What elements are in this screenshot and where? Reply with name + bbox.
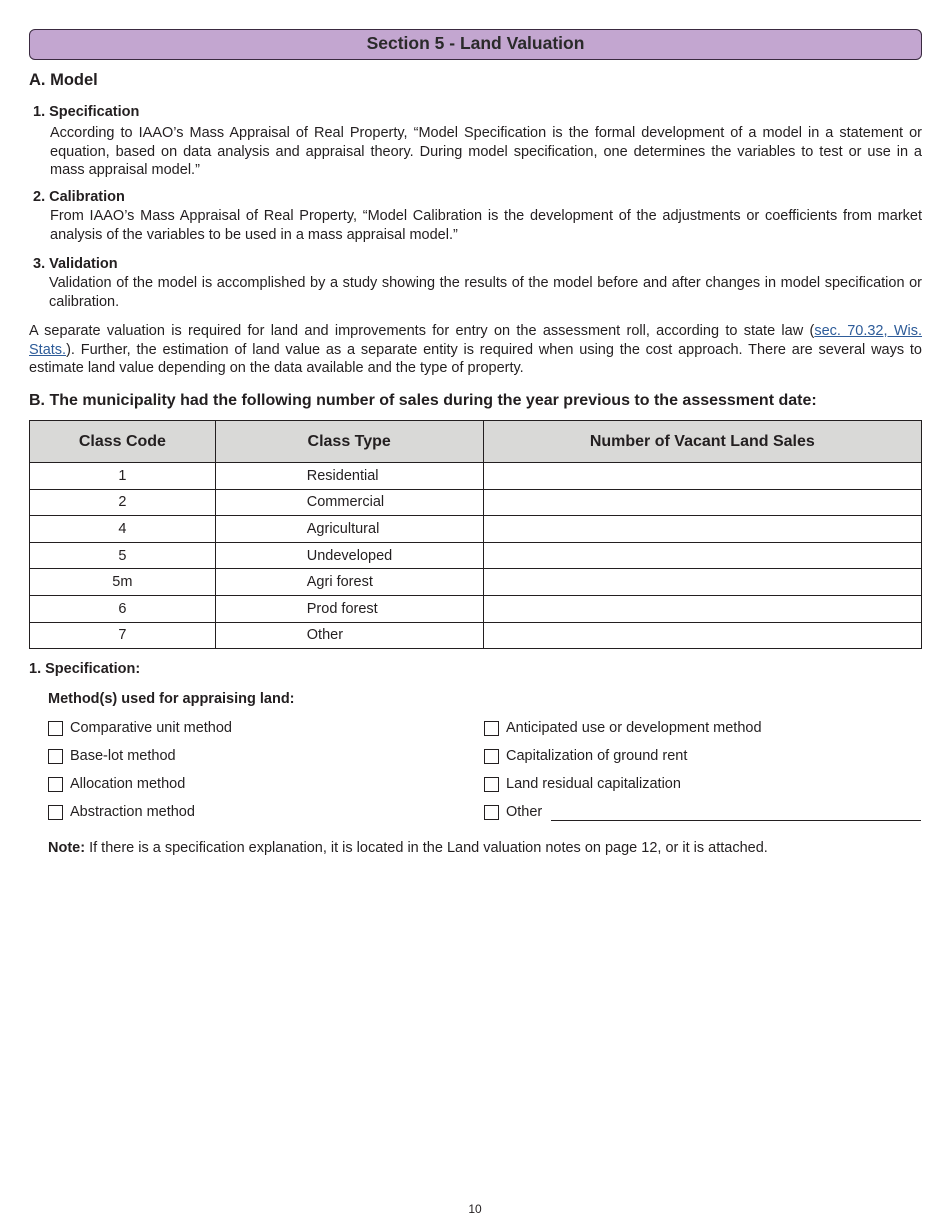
checkbox[interactable]: [48, 721, 63, 736]
checkbox[interactable]: [484, 749, 499, 764]
table-row: [30, 489, 922, 516]
separate-valuation-paragraph: [29, 322, 922, 378]
section-title: Section 5 - Land Valuation: [29, 29, 922, 60]
statute-link[interactable]: sec. 70.32, Wis. Stats.: [29, 323, 923, 358]
specification-subheading: 1. Specification: [33, 104, 140, 120]
specification-heading: 1. Specification:: [29, 661, 141, 677]
vacant-sales-input-cell[interactable]: [483, 569, 921, 596]
table-row: [30, 542, 922, 569]
vacant-sales-input-cell[interactable]: [483, 516, 921, 543]
column-header-class-type: Class Type: [215, 421, 483, 463]
column-header-vacant-land-sales: Number of Vacant Land Sales: [483, 421, 921, 463]
method-option[interactable]: [484, 720, 762, 736]
method-label: Anticipated use or development method: [506, 720, 762, 736]
validation-subheading: 3. Validation: [33, 256, 118, 272]
table-row: [30, 622, 922, 649]
vacant-land-sales-table: [29, 420, 922, 649]
other-method-write-in-line[interactable]: [551, 820, 921, 821]
class-type-cell: Prod forest: [215, 595, 483, 622]
class-code-cell: 5m: [30, 569, 216, 596]
class-code-cell: 7: [30, 622, 216, 649]
table-header-row: [30, 421, 922, 463]
page-number: 10: [468, 1202, 482, 1216]
calibration-subheading: 2. Calibration: [33, 189, 125, 205]
vacant-sales-input-cell[interactable]: [483, 463, 921, 490]
table-row: [30, 569, 922, 596]
class-code-cell: 5: [30, 542, 216, 569]
method-option-other[interactable]: [484, 804, 542, 820]
class-type-cell: Commercial: [215, 489, 483, 516]
column-header-class-code: Class Code: [30, 421, 216, 463]
table-row: [30, 463, 922, 490]
note-text: If there is a specification explanation, it is located in the Land valuation notes on page 12, or it is attached.: [85, 840, 768, 856]
class-type-cell: Agri forest: [215, 569, 483, 596]
method-option[interactable]: [48, 776, 185, 792]
class-code-cell: 6: [30, 595, 216, 622]
separate-text-after: ). Further, the estimation of land value as a separate entity is required when using the cost approach. There are several ways to estimate land value depending on the data available and the type of property.: [29, 341, 922, 377]
method-label: Other: [506, 804, 543, 820]
checkbox[interactable]: [484, 805, 499, 820]
method-option[interactable]: [48, 720, 232, 736]
table-row: [30, 516, 922, 543]
method-label: Comparative unit method: [70, 720, 232, 736]
class-type-cell: Residential: [215, 463, 483, 490]
separate-text-before: A separate valuation is required for land and improvements for entry on the assessment roll, according to state law (: [29, 323, 815, 339]
method-label: Land residual capitalization: [506, 776, 681, 792]
class-code-cell: 4: [30, 516, 216, 543]
table-row: [30, 595, 922, 622]
checkbox[interactable]: [48, 805, 63, 820]
validation-text: Validation of the model is accomplished by a study showing the results of the model before and after changes in model specification or calibration.: [49, 275, 922, 310]
calibration-text: From IAAO’s Mass Appraisal of Real Property, “Model Calibration is the development of the adjustments or coefficients from market analysis of the variables to be used in a mass appraisal model.”: [50, 208, 922, 243]
class-code-cell: 1: [30, 463, 216, 490]
checkbox[interactable]: [48, 777, 63, 792]
checkbox[interactable]: [484, 721, 499, 736]
method-label: Abstraction method: [70, 804, 195, 820]
specification-note: [48, 840, 768, 856]
part-a-heading: A. Model: [29, 71, 98, 89]
method-option[interactable]: [484, 748, 687, 764]
class-code-cell: 2: [30, 489, 216, 516]
method-option[interactable]: [48, 748, 176, 764]
checkbox[interactable]: [48, 749, 63, 764]
vacant-sales-input-cell[interactable]: [483, 542, 921, 569]
method-label: Capitalization of ground rent: [506, 748, 688, 764]
vacant-sales-input-cell[interactable]: [483, 622, 921, 649]
part-b-heading: B. The municipality had the following number of sales during the year previous to the assessment date:: [29, 392, 817, 409]
vacant-sales-input-cell[interactable]: [483, 489, 921, 516]
note-label: Note:: [48, 840, 86, 856]
class-type-cell: Other: [215, 622, 483, 649]
method-label: Base-lot method: [70, 748, 176, 764]
specification-text: According to IAAO’s Mass Appraisal of Real Property, “Model Specification is the formal development of a model in a statement or equation, based on data analysis and appraisal theory. During model specification, one determines the variables to test or use in a mass appraisal model.”: [50, 125, 922, 179]
vacant-sales-input-cell[interactable]: [483, 595, 921, 622]
methods-heading: Method(s) used for appraising land:: [48, 691, 295, 707]
checkbox[interactable]: [484, 777, 499, 792]
method-option[interactable]: [484, 776, 681, 792]
class-type-cell: Agricultural: [215, 516, 483, 543]
class-type-cell: Undeveloped: [215, 542, 483, 569]
method-option[interactable]: [48, 804, 195, 820]
method-label: Allocation method: [70, 776, 186, 792]
